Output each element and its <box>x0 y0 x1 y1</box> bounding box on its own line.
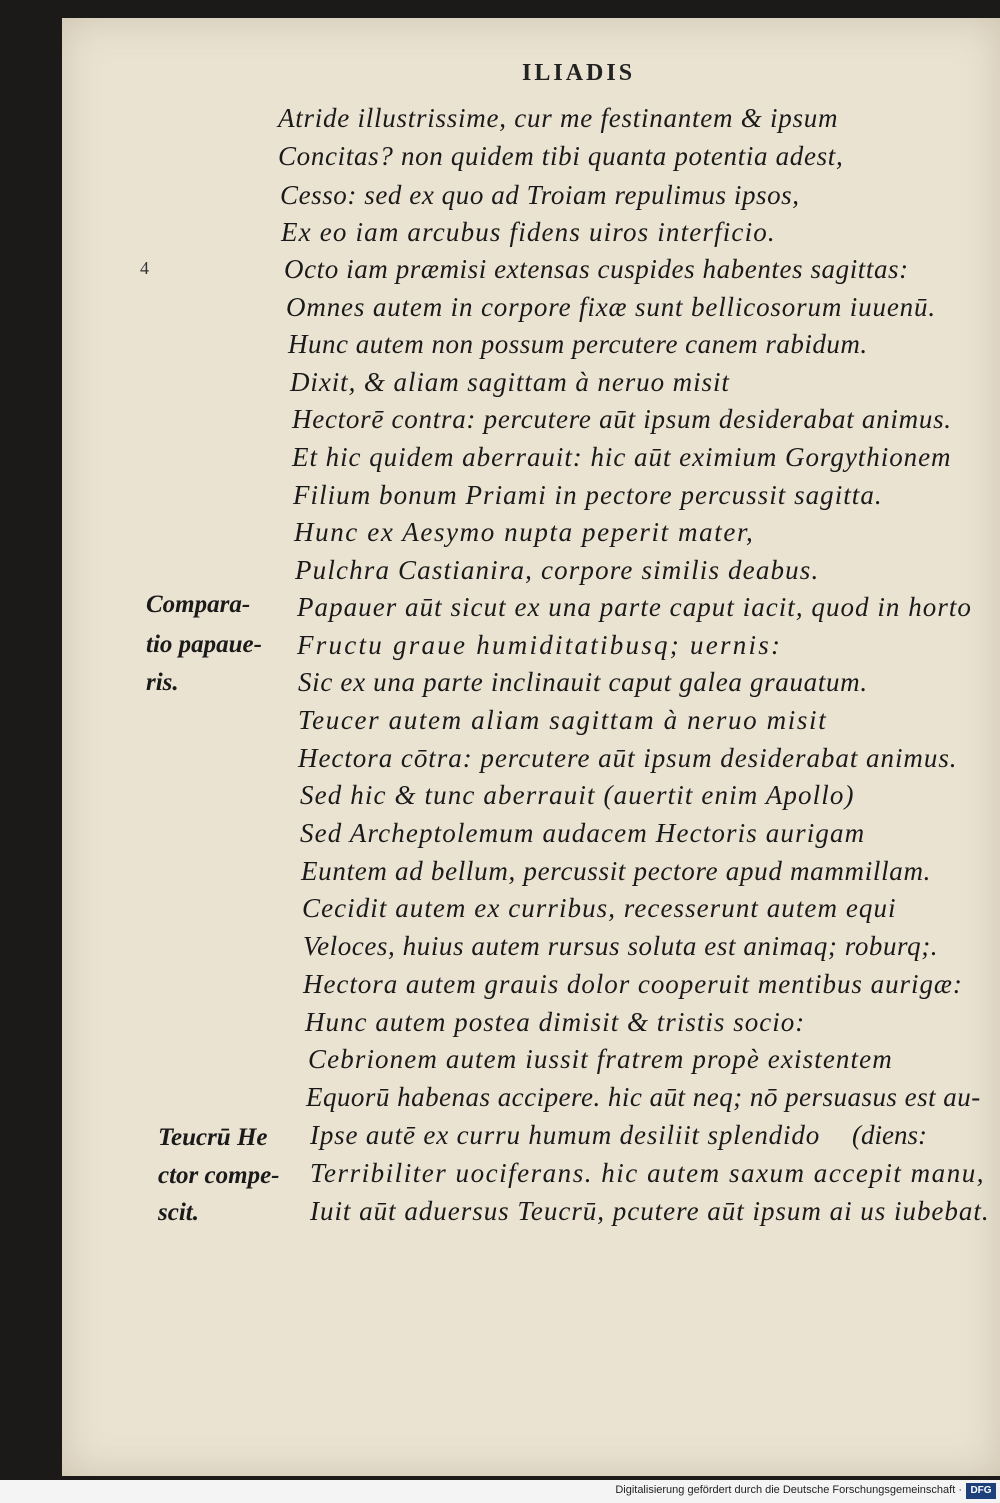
verse-line: Veloces, huius autem rursus soluta est animaq; roburq;. <box>303 931 939 961</box>
stray-mark: 4 <box>140 258 149 278</box>
verse-line: Euntem ad bellum, percussit pectore apud mammillam. <box>301 856 932 886</box>
footer-bar <box>0 1480 1000 1503</box>
verse-line: Teucer autem aliam sagittam à neruo misit <box>298 705 828 735</box>
margin-note-line: Teucrū He <box>158 1124 268 1151</box>
verse-line: Ipse autē ex curru humum desiliit splendido <box>310 1120 821 1150</box>
verse-line: Cesso: sed ex quo ad Troiam repulimus ipsos, <box>280 180 800 210</box>
verse-line: Cecidit autem ex curribus, recesserunt autem equi <box>302 893 897 923</box>
verse-line: Hectora autem grauis dolor cooperuit mentibus aurigæ: <box>303 969 963 999</box>
verse-line: Filium bonum Priami in pectore percussit sagitta. <box>293 480 883 510</box>
verse-line: Dixit, & aliam sagittam à neruo misit <box>290 367 730 397</box>
verse-line: Concitas? non quidem tibi quanta potentia adest, <box>278 141 844 171</box>
verse-line: Sed Archeptolemum audacem Hectoris aurigam <box>300 818 866 848</box>
verse-line: Equorū habenas accipere. hic aūt neq; nō persuasus est au- <box>306 1082 981 1112</box>
verse-line: Sed hic & tunc aberrauit (auertit enim Apollo) <box>300 780 855 810</box>
verse-line: Terribiliter uociferans. hic autem saxum accepit manu, <box>310 1158 986 1188</box>
verse-line: Ex eo iam arcubus fidens uiros interficio. <box>281 217 776 247</box>
verse-line: Pulchra Castianira, corpore similis deabus. <box>295 555 820 585</box>
verse-line: Hunc ex Aesymo nupta peperit mater, <box>294 517 755 547</box>
verse-line: Hunc autem postea dimisit & tristis socio: <box>305 1007 806 1037</box>
running-head: ILIADIS <box>522 60 636 86</box>
verse-line: Sic ex una parte inclinauit caput galea grauatum. <box>298 667 868 697</box>
margin-note-line: Compara- <box>146 591 251 618</box>
verse-line: Omnes autem in corpore fixæ sunt bellicosorum iuuenū. <box>286 292 936 322</box>
verse-continuation: (diens: <box>852 1120 927 1150</box>
verse-line: Fructu graue humiditatibusq; uernis: <box>297 630 783 660</box>
margin-note-line: tio papaue- <box>146 631 262 658</box>
margin-note-line: ctor compe- <box>158 1162 280 1189</box>
dfg-logo: DFG <box>966 1483 996 1499</box>
margin-note-line: scit. <box>158 1199 199 1226</box>
funding-notice: Digitalisierung gefördert durch die Deutsche Forschungsgemeinschaft · <box>615 1484 962 1496</box>
verse-line: Et hic quidem aberrauit: hic aūt eximium Gorgythionem <box>292 442 952 472</box>
margin-note-line: ris. <box>146 669 179 696</box>
verse-line: Octo iam præmisi extensas cuspides habentes sagittas: <box>284 254 909 284</box>
verse-line: Iuit aūt aduersus Teucrū, pcutere aūt ipsum ai us iubebat. <box>310 1196 990 1226</box>
verse-line: Cebrionem autem iussit fratrem propè existentem <box>308 1044 893 1074</box>
verse-line: Atride illustrissime, cur me festinantem & ipsum <box>278 103 839 133</box>
verse-line: Hectora cōtra: percutere aūt ipsum desiderabat animus. <box>298 743 958 773</box>
verse-line: Papauer aūt sicut ex una parte caput iacit, quod in horto <box>297 592 972 622</box>
verse-line: Hunc autem non possum percutere canem rabidum. <box>288 329 868 359</box>
verse-line: Hectorē contra: percutere aūt ipsum desiderabat animus. <box>292 404 952 434</box>
